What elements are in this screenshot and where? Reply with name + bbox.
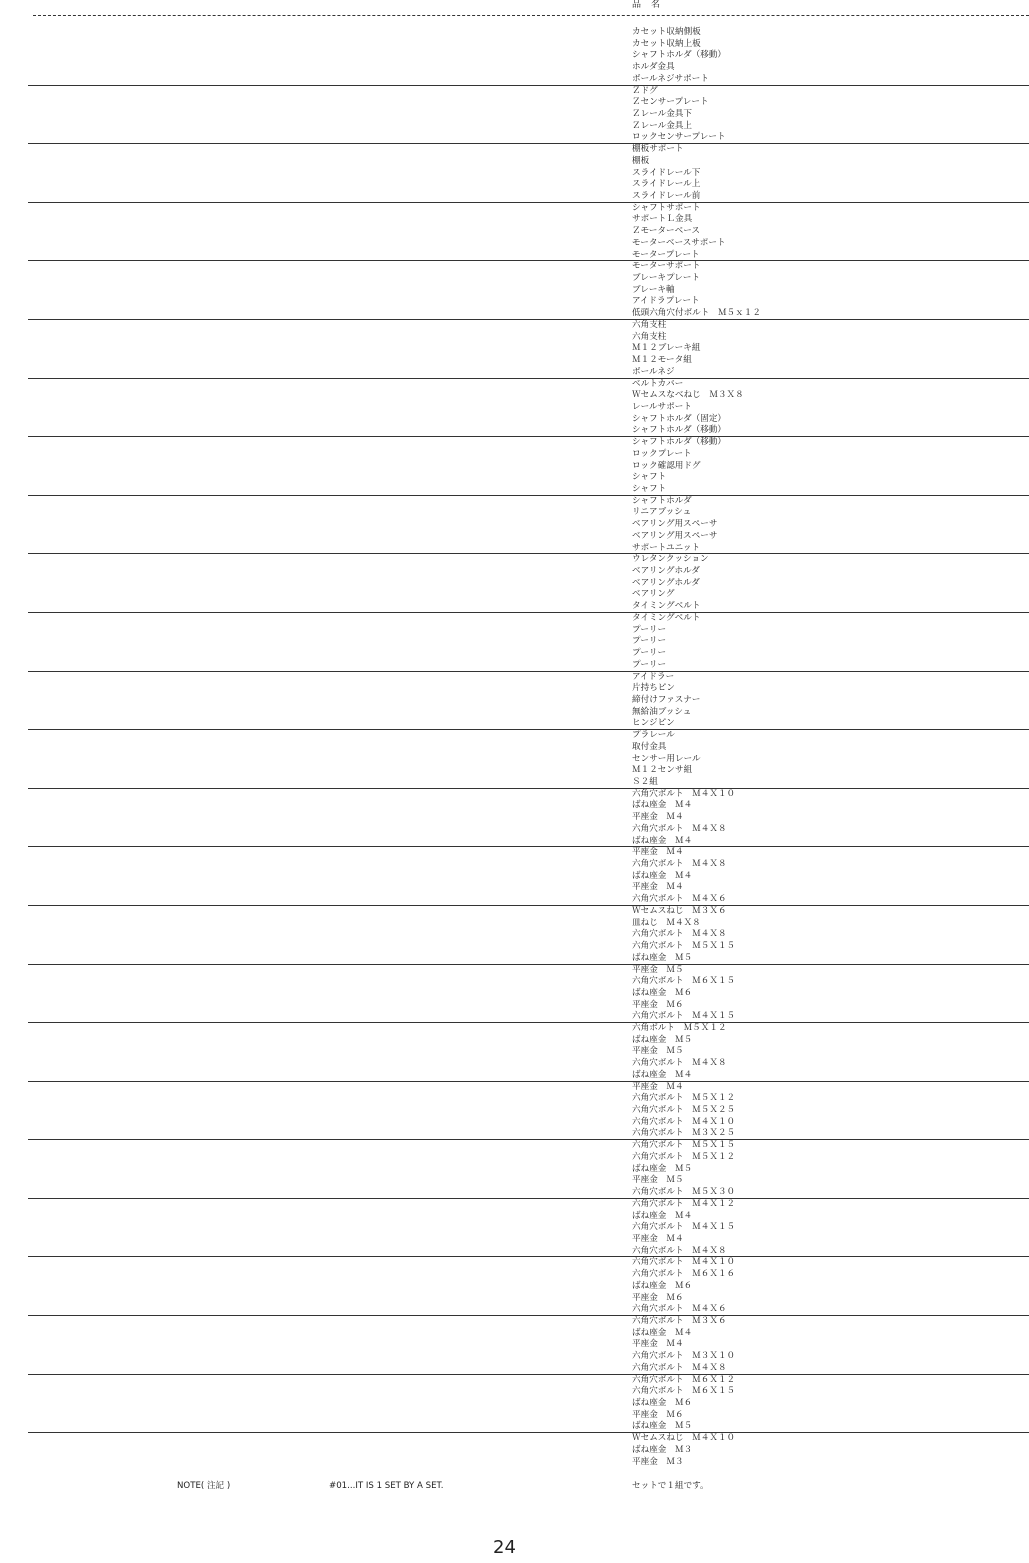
parts-group: [28, 320, 1029, 379]
part-name-item: Ｍ１２センサ組: [632, 765, 693, 776]
part-name-item: カセット収納上板: [632, 38, 701, 49]
note-label: NOTE( 注記 ): [177, 1481, 231, 1491]
part-name-item: 棚板サポート: [632, 144, 684, 155]
part-name-item: ベアリング用スペーサ: [632, 530, 718, 541]
parts-group: [28, 672, 1029, 731]
part-name-item: 平座金 Ｍ４: [632, 1233, 684, 1244]
parts-group: [28, 496, 1029, 555]
part-name-item: 六角穴ボルト Ｍ６Ｘ１５: [632, 1386, 736, 1397]
parts-group: [28, 86, 1029, 145]
part-name-item: シャフトサポート: [632, 202, 701, 213]
part-name-item: シャフト: [632, 472, 667, 483]
part-name-item: スライドレール上: [632, 179, 701, 190]
parts-group: [28, 1023, 1029, 1082]
parts-group: [28, 379, 1029, 438]
part-name-item: 六角穴ボルト Ｍ５Ｘ１５: [632, 1140, 736, 1151]
part-name-item: 六角穴ボルト Ｍ４Ｘ６: [632, 1304, 727, 1315]
part-name-item: 六角穴ボルト Ｍ３Ｘ１０: [632, 1351, 736, 1362]
parts-group: [28, 554, 1029, 613]
part-name-item: Ｗセムスねじ Ｍ４Ｘ１０: [632, 1433, 736, 1444]
part-name-item: サポートＬ金具: [632, 214, 693, 225]
part-name-item: ばね座金 Ｍ４: [632, 835, 693, 846]
part-name-item: ブレーキ軸: [632, 284, 675, 295]
page-number: 24: [493, 1537, 516, 1558]
part-name-item: 平座金 Ｍ６: [632, 1292, 684, 1303]
part-name-item: タイミングベルト: [632, 612, 701, 623]
part-name-item: 六角穴ボルト Ｍ６Ｘ１６: [632, 1269, 736, 1280]
part-name-item: ばね座金 Ｍ４: [632, 800, 693, 811]
parts-group: [28, 1199, 1029, 1258]
part-name-item: 六角穴ボルト Ｍ５Ｘ２５: [632, 1105, 736, 1116]
part-name-item: ブレーキプレート: [632, 273, 701, 284]
part-name-item: モーターサポート: [632, 261, 701, 272]
part-name-item: 六角穴ボルト Ｍ４Ｘ１０: [632, 1116, 736, 1127]
part-name-item: ばね座金 Ｍ４: [632, 1327, 693, 1338]
part-name-item: スライドレール下: [632, 167, 701, 178]
parts-group: [28, 847, 1029, 906]
part-name-item: 片持ちピン: [632, 683, 675, 694]
part-name-item: 六角穴ボルト Ｍ４Ｘ８: [632, 1058, 727, 1069]
part-name-item: ばね座金 Ｍ５: [632, 1034, 693, 1045]
part-name-item: ばね座金 Ｍ４: [632, 870, 693, 881]
part-name-item: 取付金具: [632, 741, 667, 752]
part-name-item: ベアリング: [632, 589, 675, 600]
part-name-item: シャフトホルダ: [632, 495, 692, 506]
part-name-item: 六角穴ボルト Ｍ４Ｘ８: [632, 859, 727, 869]
part-name-item: 六角穴ボルト Ｍ５Ｘ１２: [632, 1151, 736, 1162]
part-name-item: サポートユニット: [632, 542, 701, 553]
part-name-item: 六角穴ボルト Ｍ４Ｘ１０: [632, 1257, 736, 1268]
part-name-item: Ｗセムスなべねじ Ｍ３Ｘ８: [632, 390, 744, 401]
part-name-item: ボールネジサポート: [632, 73, 709, 84]
part-name-item: リニアブッシュ: [632, 507, 692, 518]
parts-group: [28, 1316, 1029, 1375]
part-name-item: ばね座金 Ｍ５: [632, 1421, 693, 1432]
part-name-item: モータープレート: [632, 249, 700, 260]
part-name-item: センサー用レール: [632, 753, 701, 764]
part-name-item: 六角穴ボルト Ｍ４Ｘ６: [632, 894, 727, 905]
part-name-item: ヒンジピン: [632, 718, 675, 729]
part-name-item: 平座金 Ｍ４: [632, 1081, 684, 1092]
parts-group: [28, 613, 1029, 672]
part-name-item: 六角穴ボルト Ｍ３Ｘ２５: [632, 1128, 736, 1139]
part-name-item: 六角穴ボルト Ｍ５Ｘ１５: [632, 941, 736, 951]
parts-group: [28, 789, 1029, 848]
part-name-item: Ｚモーターベース: [632, 226, 700, 237]
part-name-item: ベアリング用スペーサ: [632, 519, 718, 530]
part-name-item: モーターベースサポート: [632, 237, 726, 248]
part-name-item: シャフトホルダ（移動）: [632, 425, 727, 436]
parts-group: [28, 27, 1029, 86]
part-name-item: 六角支柱: [632, 319, 667, 330]
parts-group: [28, 144, 1029, 203]
part-name-item: ロックプレート: [632, 448, 692, 459]
part-name-item: スライドレール前: [632, 190, 701, 201]
parts-group: [28, 1082, 1029, 1141]
part-name-item: ベアリングホルダ: [632, 566, 700, 577]
part-name-item: 平座金 Ｍ４: [632, 812, 684, 823]
part-name-item: ウレタンクッション: [632, 554, 709, 565]
part-name-item: Ｍ１２ブレーキ組: [632, 343, 701, 354]
parts-group: [28, 965, 1029, 1024]
part-name-item: 平座金 Ｍ６: [632, 1409, 684, 1420]
part-name-item: シャフトホルダ（移動）: [632, 50, 727, 61]
part-name-item: 六角穴ボルト Ｍ４Ｘ１５: [632, 1011, 736, 1022]
part-name-item: 平座金 Ｍ６: [632, 999, 684, 1010]
part-name-item: ホルダ金具: [632, 62, 675, 73]
part-name-item: アイドラプレート: [632, 296, 700, 307]
part-name-item: ばね座金 Ｍ６: [632, 1280, 693, 1291]
part-name-item: 六角穴ボルト Ｍ５Ｘ１２: [632, 1093, 736, 1104]
part-name-item: ばね座金 Ｍ４: [632, 1210, 693, 1221]
part-name-item: Ｚドグ: [632, 85, 658, 96]
part-name-item: シャフトホルダ（固定）: [632, 413, 727, 424]
part-name-item: ベルトカバー: [632, 378, 684, 389]
part-name-item: プラレール: [632, 730, 675, 741]
part-name-item: 六角穴ボルト Ｍ４Ｘ１０: [632, 788, 736, 799]
part-name-item: ロック確認用ドグ: [632, 460, 701, 471]
part-name-item: 無給油ブッシュ: [632, 706, 692, 717]
part-name-item: 六角ボルト Ｍ５Ｘ１２: [632, 1023, 727, 1034]
part-name-item: ばね座金 Ｍ３: [632, 1444, 693, 1455]
part-name-item: 平座金 Ｍ４: [632, 882, 684, 893]
part-name-item: プーリー: [632, 659, 667, 670]
part-name-item: 締付けファスナー: [632, 694, 701, 705]
note-japanese-text: セットで１組です。: [632, 1481, 709, 1491]
part-name-item: ベアリングホルダ: [632, 577, 700, 588]
parts-list: [0, 27, 1029, 1492]
part-name-item: 皿ねじ Ｍ４Ｘ８: [632, 917, 701, 928]
part-name-item: プーリー: [632, 648, 667, 659]
part-name-item: 平座金 Ｍ５: [632, 1175, 684, 1186]
part-name-item: プーリー: [632, 636, 667, 647]
part-name-item: 低頭六角穴付ボルト Ｍ５ｘ１２: [632, 308, 761, 319]
part-name-item: シャフトホルダ（移動）: [632, 437, 727, 448]
header-dashed-rule: [33, 15, 1029, 16]
part-name-item: Ｓ２組: [632, 776, 658, 787]
part-name-item: 平座金 Ｍ５: [632, 964, 684, 975]
part-name-item: 六角穴ボルト Ｍ６Ｘ１２: [632, 1374, 736, 1385]
part-name-item: 平座金 Ｍ５: [632, 1046, 684, 1057]
part-name-item: ボールネジ: [632, 366, 675, 377]
part-name-item: 六角穴ボルト Ｍ４Ｘ８: [632, 1245, 727, 1256]
part-name-item: Ｗセムスねじ Ｍ３Ｘ６: [632, 905, 727, 916]
part-name-item: 六角穴ボルト Ｍ５Ｘ３０: [632, 1187, 736, 1198]
part-name-item: 六角穴ボルト Ｍ４Ｘ１５: [632, 1222, 736, 1233]
part-name-item: 棚板: [632, 155, 650, 166]
part-name-item: アイドラー: [632, 671, 675, 682]
part-name-item: Ｚレール金具上: [632, 120, 692, 131]
part-name-item: 平座金 Ｍ４: [632, 847, 684, 858]
parts-group: [28, 730, 1029, 789]
parts-group: [28, 906, 1029, 965]
parts-group: [28, 261, 1029, 320]
part-name-item: プーリー: [632, 624, 667, 635]
part-name-item: タイミングベルト: [632, 601, 701, 612]
part-name-item: ロックセンサープレート: [632, 132, 726, 143]
parts-group: [28, 1140, 1029, 1199]
part-name-item: 平座金 Ｍ３: [632, 1456, 684, 1467]
part-name-item: 六角穴ボルト Ｍ４Ｘ１２: [632, 1198, 736, 1209]
part-name-item: ばね座金 Ｍ５: [632, 952, 693, 963]
part-name-item: 六角穴ボルト Ｍ４Ｘ８: [632, 823, 727, 834]
parts-group: [28, 203, 1029, 262]
parts-group: [28, 1375, 1029, 1434]
part-name-item: 六角穴ボルト Ｍ４Ｘ８: [632, 929, 727, 940]
part-name-item: ばね座金 Ｍ４: [632, 1069, 693, 1080]
part-name-item: ばね座金 Ｍ５: [632, 1163, 693, 1174]
part-name-item: レールサポート: [632, 401, 692, 412]
note-english-text: #01...IT IS 1 SET BY A SET.: [329, 1481, 444, 1491]
column-header-part-name: 品 名: [632, 0, 661, 10]
part-name-item: 六角穴ボルト Ｍ４Ｘ８: [632, 1362, 727, 1373]
parts-group: [28, 437, 1029, 496]
part-name-item: Ｚレール金具下: [632, 108, 692, 119]
part-name-item: 六角支柱: [632, 331, 667, 342]
part-name-item: カセット収納側板: [632, 27, 701, 37]
part-name-item: 六角穴ボルト Ｍ３Ｘ６: [632, 1316, 727, 1327]
part-name-item: 平座金 Ｍ４: [632, 1339, 684, 1350]
parts-group: [28, 1257, 1029, 1316]
part-name-item: Ｚセンサープレート: [632, 97, 709, 108]
part-name-item: 六角穴ボルト Ｍ６Ｘ１５: [632, 976, 736, 987]
part-name-item: ばね座金 Ｍ６: [632, 987, 693, 998]
part-name-item: Ｍ１２モータ組: [632, 355, 692, 366]
part-name-item: ばね座金 Ｍ６: [632, 1398, 693, 1409]
part-name-item: シャフト: [632, 483, 667, 494]
